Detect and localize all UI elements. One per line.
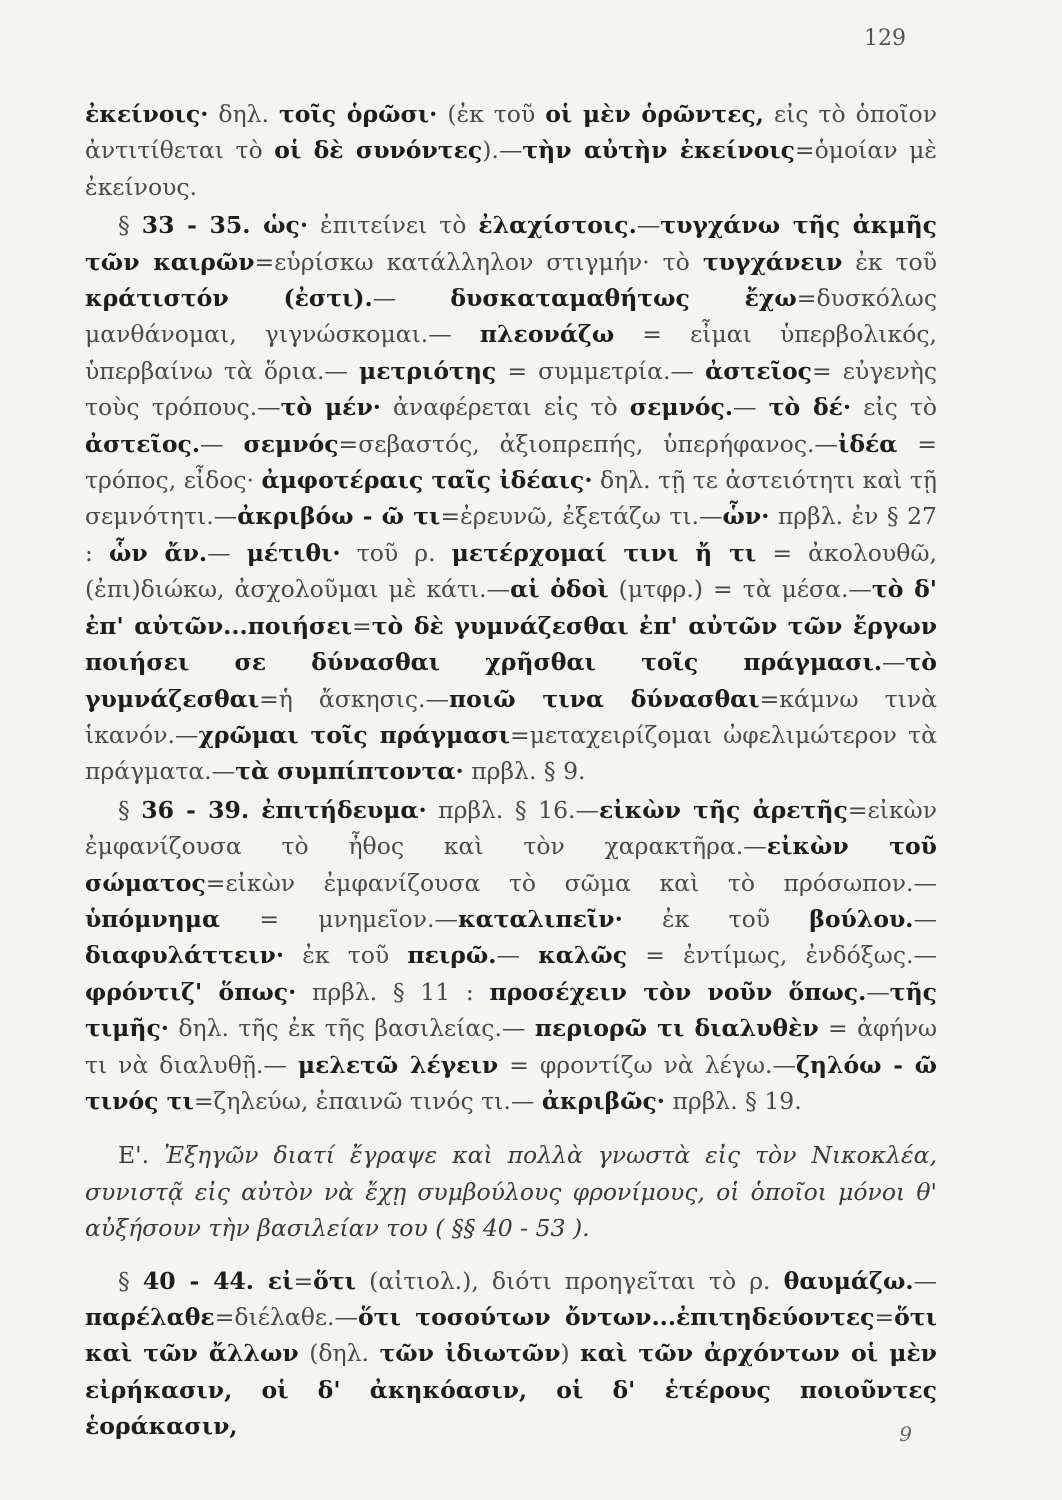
gloss-text: = ἀκολουθῶ, (ἐπι)διώκω, ἀσχολοῦμαι μὲ κάτι.—: [85, 538, 937, 604]
bold-term: τοῖς ὁρῶσι·: [278, 100, 438, 128]
gloss-text: ).—: [482, 136, 523, 165]
bold-term: τὰ συμπίπτοντα·: [235, 757, 464, 786]
bold-term: τῆς τιμῆς·: [85, 977, 937, 1043]
gloss-text: =ζηλεύω, ἐπαινῶ τινός τι.—: [193, 1086, 542, 1115]
gloss-text: (μτφρ.) = τὰ μέσα.—: [608, 575, 872, 604]
gloss-text: πρβλ. § 11 :: [296, 977, 490, 1006]
bold-term: ὧν ἄν.: [109, 538, 208, 567]
bold-term: περιορῶ τι διαλυθὲν: [534, 1014, 819, 1043]
bold-term: ἀκριβῶς·: [541, 1086, 665, 1115]
gloss-text: δηλ. τῆς ἐκ τῆς βασιλείας.—: [168, 1014, 535, 1043]
gloss-text: §: [118, 1266, 143, 1295]
bold-term: τὸ δ' ἐπ' αὐτῶν...ποιήσει: [85, 575, 937, 640]
bold-term: τὸ γυμνάζεσθαι: [85, 648, 937, 713]
bold-term: ἀστεῖος.: [85, 429, 201, 458]
bold-term: ὅτι καὶ τῶν ἄλλων: [85, 1303, 937, 1368]
bold-term: τυγχάνω τῆς ἀκμῆς τῶν καιρῶν: [85, 211, 937, 276]
bold-term: καταλιπεῖν·: [457, 904, 623, 933]
gloss-text: =: [293, 1266, 314, 1295]
gloss-text: =δυσκόλως μανθάνομαι, γιγνώσκομαι.—: [85, 284, 937, 349]
bold-term: βούλου.: [809, 904, 914, 933]
bold-term: 33 - 35. ὡς·: [141, 211, 308, 240]
bold-term: διαφυλάττειν·: [85, 941, 285, 970]
gloss-text: ἐκ τοῦ: [622, 904, 810, 933]
bold-term: εἰκὼν τῆς ἀρετῆς: [599, 795, 848, 824]
bold-term: ὅτι τοσούτων ὄντων...ἐπιτηδεύοντες: [358, 1303, 875, 1331]
bold-term: μέτιθι·: [246, 538, 341, 567]
gloss-text: =ὁμοίαν μὲ ἐκείνους.: [85, 136, 938, 201]
gloss-text: —: [733, 393, 769, 422]
gloss-text: (ἐκ τοῦ: [437, 100, 546, 128]
bold-term: καλῶς: [538, 941, 628, 970]
gloss-text: = συμμετρία.—: [496, 356, 706, 385]
gloss-text: ἐκ τοῦ: [842, 247, 937, 276]
gloss-text: —: [200, 429, 244, 458]
bold-term: ἐλαχίστοις.: [478, 211, 637, 240]
bold-term: πειρῶ.: [407, 941, 497, 970]
bold-term: πλεονάζω: [479, 320, 615, 349]
gloss-text: =εἰκὼν ἐμφανίζουσα τὸ ἦθος καὶ τὸν χαρακτῆρα.—: [85, 795, 937, 861]
bold-term: ἀκριβόω - ῶ τι: [237, 502, 441, 531]
bold-term: τὸ δὲ γυμνάζεσθαι ἐπ' αὐτῶν τῶν ἔργων ποιήσει σε δύνασθαι χρῆσθαι τοῖς πράγμασι.: [85, 611, 937, 677]
gloss-text: =: [352, 611, 372, 640]
section-e-summary: [85, 1137, 937, 1246]
gloss-text: (δηλ.: [298, 1339, 380, 1368]
bold-term: θαυμάζω.: [783, 1266, 914, 1295]
gloss-text: πρβλ. ἐν § 27 :: [85, 502, 938, 567]
section-e-text: Ἐξηγῶν διατί ἔγραψε καὶ πολλὰ γνωστὰ εἰς τὸν Νικοκλέα, συνιστᾷ εἰς αὐτὸν νὰ ἔχῃ συμβούλους φρονίμους, οἱ ὁποῖοι μόνοι θ' αὐξήσουν τὴν βασιλείαν του ( §§ 40 - 53 ).: [85, 1141, 937, 1243]
bold-term: παρέλαθε: [85, 1303, 215, 1331]
bold-term: ποιῶ τινα δύνασθαι: [448, 684, 760, 713]
bold-term: ζηλόω - ῶ τινός τι: [85, 1050, 938, 1115]
page-number: 129: [864, 26, 906, 51]
gloss-text: §: [118, 211, 142, 240]
gloss-text: εἰς τὸ: [851, 393, 937, 422]
main-text: [85, 96, 937, 1445]
gloss-text: =εἰκὼν ἐμφανίζουσα τὸ σῶμα καὶ τὸ πρόσωπον.—: [205, 868, 937, 897]
section-e-heading: Ε'.: [118, 1141, 150, 1170]
bold-term: καὶ τῶν ἀρχόντων οἱ μὲν εἰρήκασιν, οἱ δ' ἀκηκόασιν, οἱ δ' ἑτέρους ποιοῦντες ἑοράκασιν,: [85, 1339, 937, 1441]
gloss-text: = ἀφήνω τι νὰ διαλυθῇ.—: [85, 1014, 938, 1079]
gloss-text: =διέλαθε.—: [214, 1303, 359, 1331]
bold-term: μελετῶ λέγειν: [297, 1050, 499, 1079]
gloss-text: —: [913, 1266, 937, 1295]
gloss-text: =μεταχειρίζομαι ὠφελιμώτερον τὰ πράγματα.—: [85, 720, 937, 786]
bold-term: μετέρχομαί τινι ἤ τι: [451, 538, 757, 567]
bold-term: 40 - 44. εἰ: [142, 1266, 294, 1295]
gloss-text: —: [372, 284, 451, 313]
bold-term: ὅτι: [313, 1266, 357, 1295]
bold-term: δυσκαταμαθήτως ἔχω: [450, 284, 797, 313]
gloss-text: = εἶμαι ὑπερβολικός, ὑπερβαίνω τὰ ὅρια.—: [85, 320, 937, 385]
gloss-text: = εὐγενὴς τοὺς τρόπους.—: [85, 356, 937, 422]
gloss-text: =κάμνω τινὰ ἱκανόν.—: [85, 684, 937, 749]
bold-term: ὧν·: [722, 502, 770, 531]
bold-term: τῶν ἰδιωτῶν: [379, 1339, 561, 1368]
paragraph-4: [85, 1263, 937, 1445]
bold-term: ἀστεῖος: [705, 356, 812, 385]
gloss-text: ἐπιτείνει τὸ: [308, 211, 479, 240]
bold-term: τὸ δέ·: [768, 393, 852, 422]
bold-term: τὸ μέν·: [280, 393, 381, 422]
bold-term: ὑπόμνημα: [85, 904, 221, 933]
gloss-text: —: [882, 648, 906, 677]
bold-term: ἐκείνοις·: [85, 100, 209, 128]
bold-term: 36 - 39. ἐπιτήδευμα·: [141, 795, 427, 824]
gloss-text: = τρόπος, εἶδος·: [85, 429, 937, 495]
gloss-text: =ἐρευνῶ, ἐξετάζω τι.—: [440, 502, 723, 531]
gloss-text: δηλ. τῇ τε ἀστειότητι καὶ τῇ σεμνότητι.—: [85, 466, 937, 531]
gloss-text: ἀναφέρεται εἰς τὸ: [380, 393, 630, 422]
gloss-text: —: [866, 977, 890, 1006]
gloss-text: =εὑρίσκω κατάλληλον στιγμήν· τὸ: [254, 247, 703, 276]
gloss-text: —: [913, 904, 937, 933]
bold-term: σεμνός: [243, 429, 339, 458]
bold-term: κράτιστόν (ἐστι).: [85, 284, 373, 313]
gloss-text: = ἐντίμως, ἐνδόξως.—: [627, 941, 937, 970]
gloss-text: §: [118, 795, 142, 824]
gloss-text: ): [560, 1339, 581, 1368]
gloss-text: εἰς τὸ ὁποῖον ἀντιτίθεται τὸ: [85, 100, 937, 165]
bold-term: μετριότης: [359, 356, 497, 385]
gloss-text: =ἡ ἄσκησις.—: [259, 684, 449, 713]
gloss-text: πρβλ. § 9.: [463, 757, 586, 786]
gloss-text: —: [207, 538, 247, 567]
gloss-text: πρβλ. § 16.—: [426, 795, 599, 824]
signature-mark: 9: [899, 1422, 912, 1446]
gloss-text: (αἰτιολ.), διότι προηγεῖται τὸ ρ.: [356, 1266, 784, 1295]
gloss-text: ἐκ τοῦ: [284, 941, 408, 970]
gloss-text: =σεβαστός, ἀξιοπρεπής, ὑπερήφανος.—: [338, 429, 838, 458]
bold-term: οἱ δὲ συνόντες: [274, 136, 483, 165]
bold-term: προσέχειν τὸν νοῦν ὅπως.: [489, 977, 867, 1006]
bold-term: ἰδέα: [837, 429, 898, 458]
bold-term: φρόντιζ' ὅπως·: [85, 977, 297, 1006]
gloss-text: = φροντίζω νὰ λέγω.—: [498, 1050, 796, 1079]
bold-term: αἱ ὁδοὶ: [510, 575, 609, 604]
bold-term: τὴν αὐτὴν ἐκείνοις: [522, 136, 795, 165]
bold-term: ἀμφοτέραις ταῖς ἰδέαις·: [261, 466, 593, 495]
bold-term: χρῶμαι τοῖς πράγμασι: [198, 720, 511, 749]
gloss-text: —: [636, 211, 661, 240]
gloss-text: =: [874, 1303, 895, 1331]
paragraph-2: [85, 207, 937, 790]
gloss-text: —: [496, 941, 539, 970]
bold-term: σεμνός.: [629, 393, 734, 422]
bold-term: οἱ μὲν ὁρῶντες,: [545, 100, 764, 128]
gloss-text: τοῦ ρ.: [340, 538, 452, 567]
bold-term: τυγχάνειν: [702, 247, 843, 276]
paragraph-3: [85, 792, 937, 1120]
gloss-text: δηλ.: [208, 100, 279, 128]
gloss-text: πρβλ. § 19.: [664, 1086, 802, 1115]
paragraph-1: [85, 96, 937, 205]
gloss-text: = μνημεῖον.—: [220, 904, 458, 933]
bold-term: εἰκὼν τοῦ σώματος: [85, 832, 937, 897]
